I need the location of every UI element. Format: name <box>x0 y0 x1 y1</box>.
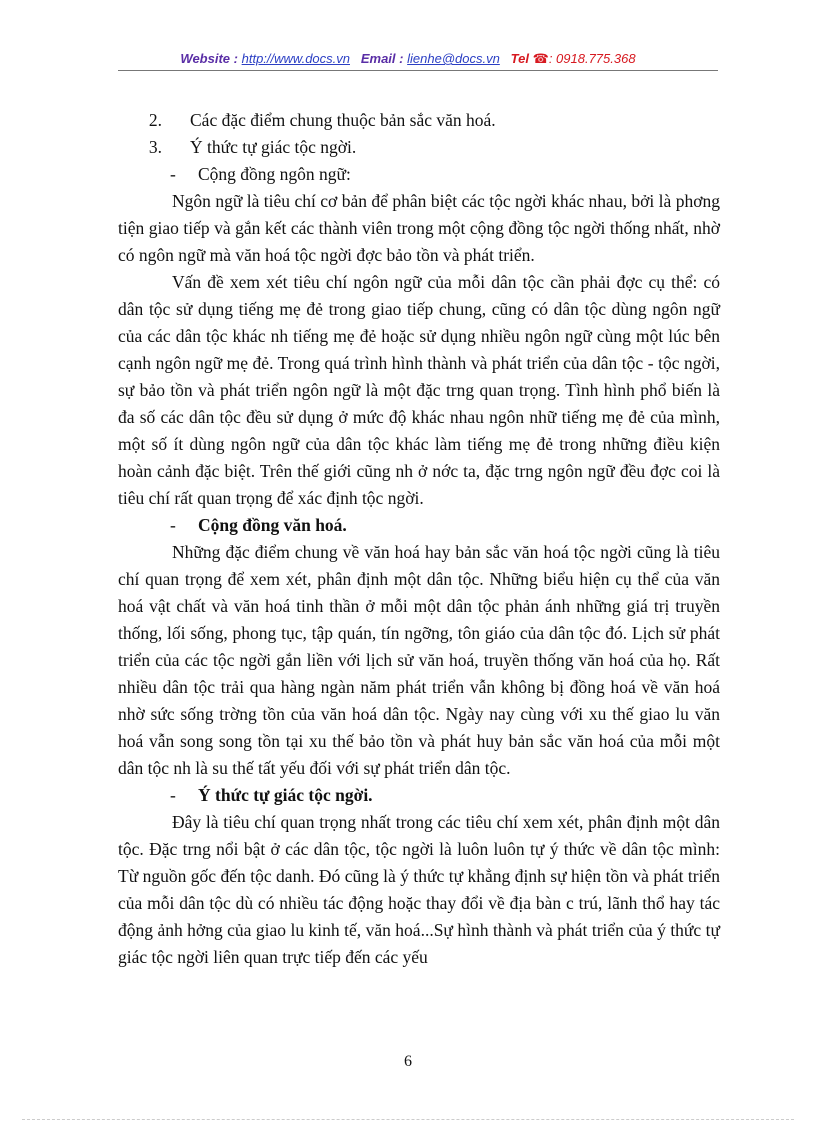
dash-bullet: - <box>170 785 176 805</box>
list-number: 2. <box>148 110 162 130</box>
paragraph: Đây là tiêu chí quan trọng nhất trong các tiêu chí xem xét, phân định một dân tộc. Đặc trng nổi bật ở các dân tộc, tộc ngời là luôn luôn tự ý thức về dân tộc mình: Từ nguồn gốc đến tộc danh. Đó cũng là ý thức tự khẳng định sự hiện tồn và phát triển của mỗi dân tộc dù có nhiều tác động hoặc thay đổi về địa bàn c trú, lãnh thổ hay tác động ảnh hởng của giao lu kinh tế, văn hoá...Sự hình thành và phát triển của ý thức tự giác tộc ngời liên quan trực tiếp đến các yếu <box>118 812 720 967</box>
email-link[interactable]: lienhe@docs.vn <box>407 51 500 66</box>
subheading-awareness <box>118 782 720 809</box>
list-item <box>118 107 720 134</box>
page-header <box>0 51 816 67</box>
phone-number: : 0918.775.368 <box>548 51 636 66</box>
subheading-text: Cộng đồng văn hoá. <box>198 515 347 535</box>
document-body <box>118 107 720 971</box>
page-bottom-border <box>22 1119 794 1120</box>
email-colon: : <box>399 51 404 66</box>
list-number: 3. <box>148 137 162 157</box>
dash-bullet: - <box>170 515 176 535</box>
list-item <box>118 134 720 161</box>
list-text: Ý thức tự giác tộc ngời. <box>190 137 357 157</box>
list-text: Các đặc điểm chung thuộc bản sắc văn hoá. <box>190 110 496 130</box>
subheading-text: Ý thức tự giác tộc ngời. <box>198 785 373 805</box>
page-number: 6 <box>404 1053 412 1070</box>
paragraph: Vấn đề xem xét tiêu chí ngôn ngữ của mỗi dân tộc cần phải đợc cụ thể: có dân tộc sử dụng tiếng mẹ đẻ trong giao tiếp chung, cũng có dân tộc dùng ngôn ngữ của các dân tộc khác nh tiếng mẹ đẻ hoặc sử dụng nhiều ngôn ngữ cùng một lúc bên cạnh ngôn ngữ mẹ đẻ. Trong quá trình hình thành và phát triển của dân tộc - tộc ngời, sự bảo tồn và phát triển ngôn ngữ là một đặc trng quan trọng. Tình hình phổ biến là đa số các dân tộc đều sử dụng ở mức độ khác nhau ngôn nhữ tiếng mẹ đẻ của mình, một số ít dùng ngôn ngữ của dân tộc khác làm tiếng mẹ đẻ trong những điều kiện hoàn cảnh đặc biệt. Trên thế giới cũng nh ở nớc ta, đặc trng ngôn ngữ đều đợc coi là tiêu chí rất quan trọng để xác định tộc ngời. <box>118 272 720 508</box>
subheading-language <box>118 161 720 188</box>
paragraph: Những đặc điểm chung về văn hoá hay bản sắc văn hoá tộc ngời cũng là tiêu chí quan trọng để xem xét, phân định một dân tộc. Những biểu hiện cụ thể của văn hoá vật chất và văn hoá tinh thần ở mỗi một dân tộc phản ánh những giá trị truyền thống, lối sống, phong tục, tập quán, tín ngỡng, tôn giáo của dân tộc đó. Lịch sử phát triển của các tộc ngời gắn liền với lịch sử văn hoá, truyền thống văn hoá của họ. Rất nhiều dân tộc trải qua hàng ngàn năm phát triển vẫn không bị đồng hoá về văn hoá nhờ sức sống trờng tồn của văn hoá dân tộc. Ngày nay cùng với xu thế giao lu văn hoá vẫn song song tồn tại xu thế bảo tồn và phát huy bản sắc văn hoá của mỗi một dân tộc nh là su thế tất yếu đối với sự phát triển dân tộc. <box>118 542 720 778</box>
website-label: Website : <box>180 51 238 66</box>
subheading-text: Cộng đồng ngôn ngữ: <box>198 164 351 184</box>
header-divider <box>118 70 718 71</box>
subheading-culture <box>118 512 720 539</box>
dash-bullet: - <box>170 164 176 184</box>
tel-label: Tel <box>510 51 529 66</box>
email-label: Email <box>360 51 396 66</box>
paragraph: Ngôn ngữ là tiêu chí cơ bản để phân biệt các tộc ngời khác nhau, bởi là phơng tiện giao tiếp và gắn kết các thành viên trong một cộng đồng tộc ngời thống nhất, nhờ có ngôn ngữ mà văn hoá tộc ngời đợc bảo tồn và phát triển. <box>118 191 720 265</box>
website-link[interactable]: http://www.docs.vn <box>241 51 350 66</box>
telephone-icon: ☎ <box>532 51 549 66</box>
